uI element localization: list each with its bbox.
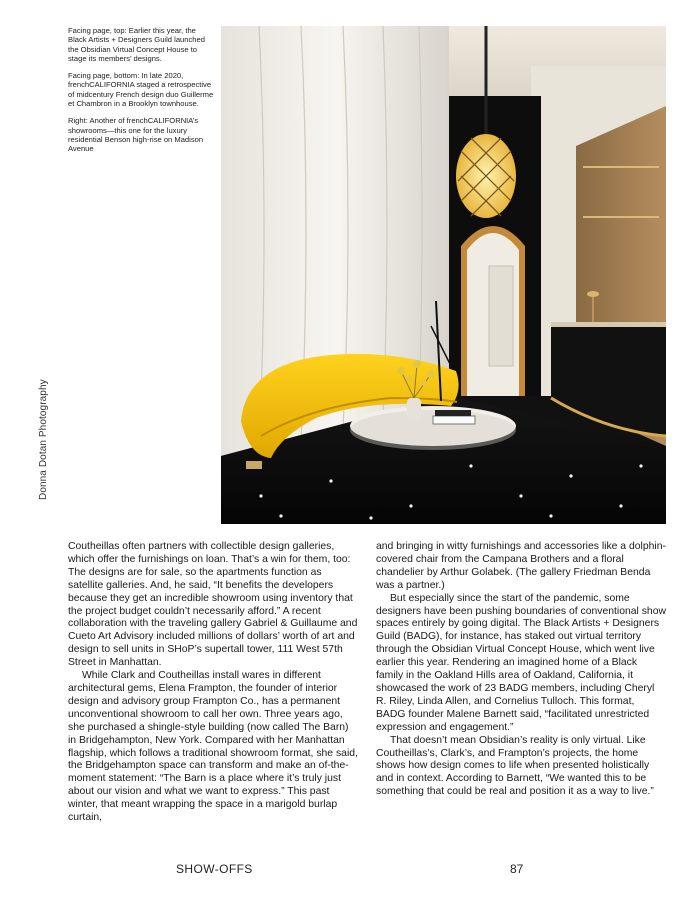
photo-credit: Donna Dotan Photography	[38, 379, 49, 500]
caption-facing-top: Facing page, top: Earlier this year, the Black Artists + Designers Guild launched the Obsidian Virtual Concept House to stage its members’ designs.	[68, 26, 205, 63]
paragraph: Coutheillas often partners with collectible design galleries, which offer the furnishings on loan. That’s a win for them, too: The designs are for sale, so the apartments function as satellite galleries. And, he said, “It benefits the developers because they get an incredible showroom using inventory that the project budget couldn’t necessarily afford.” A recent collaboration with the traveling gallery Gabriel & Guillaume and Cueto Art Advisory included millions of dollars’ worth of art and design to sell units in SHoP’s supertall tower, 111 West 57th Street in Manhattan.	[68, 541, 358, 669]
column-right	[376, 541, 666, 841]
caption-facing-bottom: Facing page, bottom: In late 2020, frenchCALIFORNIA staged a retrospective of midcentury French design duo Guillerme et Chambron in a Brooklyn townhouse.	[68, 71, 214, 109]
caption-right: Right: Another of frenchCALIFORNIA’s showrooms—this one for the luxury residential Benson high-rise on Madison Avenue	[68, 116, 204, 154]
page-number: 87	[510, 862, 524, 876]
article-body	[68, 541, 666, 841]
photo-captions	[68, 26, 214, 162]
paragraph: and bringing in witty furnishings and accessories like a dolphin-covered chair from the Campana Brothers and a floral chandelier by Arthur Golabek. (The gallery Friedman Benda was a partner.)	[376, 541, 666, 591]
column-left	[68, 541, 358, 841]
lobby-photo	[221, 26, 666, 524]
paragraph: While Clark and Coutheillas install wares in different architectural gems, Elena Frampton, the founder of interior design and advisory group Frampton Co., has a permanent unconventional showroom to call her own. Three years ago, she purchased a shingle-style building (now called The Barn) in Bridgehampton, New York. Compared with her Manhattan flagship, which follows a traditional showroom format, she said, the Bridgehampton space can transform and make an of-the-moment statement: “The Barn is a place where it’s truly just about our vision and what we want to express.” This past winter, that meant wrapping the space in a marigold burlap curtain,	[68, 670, 358, 824]
paragraph: That doesn’t mean Obsidian’s reality is only virtual. Like Coutheillas’s, Clark’s, and Frampton’s projects, the home shows how design comes to life when presented holistically and in context. According to Barnett, “We wanted this to be something that could be real and position it as a way to live.”	[376, 734, 654, 798]
paragraph: But especially since the start of the pandemic, some designers have been pushing boundaries of conventional show spaces entirely by going digital. The Black Artists + Designers Guild (BADG), for instance, has staked out virtual territory through the Obsidian Virtual Concept House, which went live earlier this year. Rendering an imagined home of a Black family in the Oakland Hills area of Oakland, California, it showcased the work of 23 BADG members, including Cheryl R. Riley, Linda Allen, and Cornelius Tulloch. This format, BADG founder Malene Barnett said, “facilitated unrestricted expression and engagement.”	[376, 592, 666, 733]
section-title: SHOW-OFFS	[176, 862, 253, 876]
